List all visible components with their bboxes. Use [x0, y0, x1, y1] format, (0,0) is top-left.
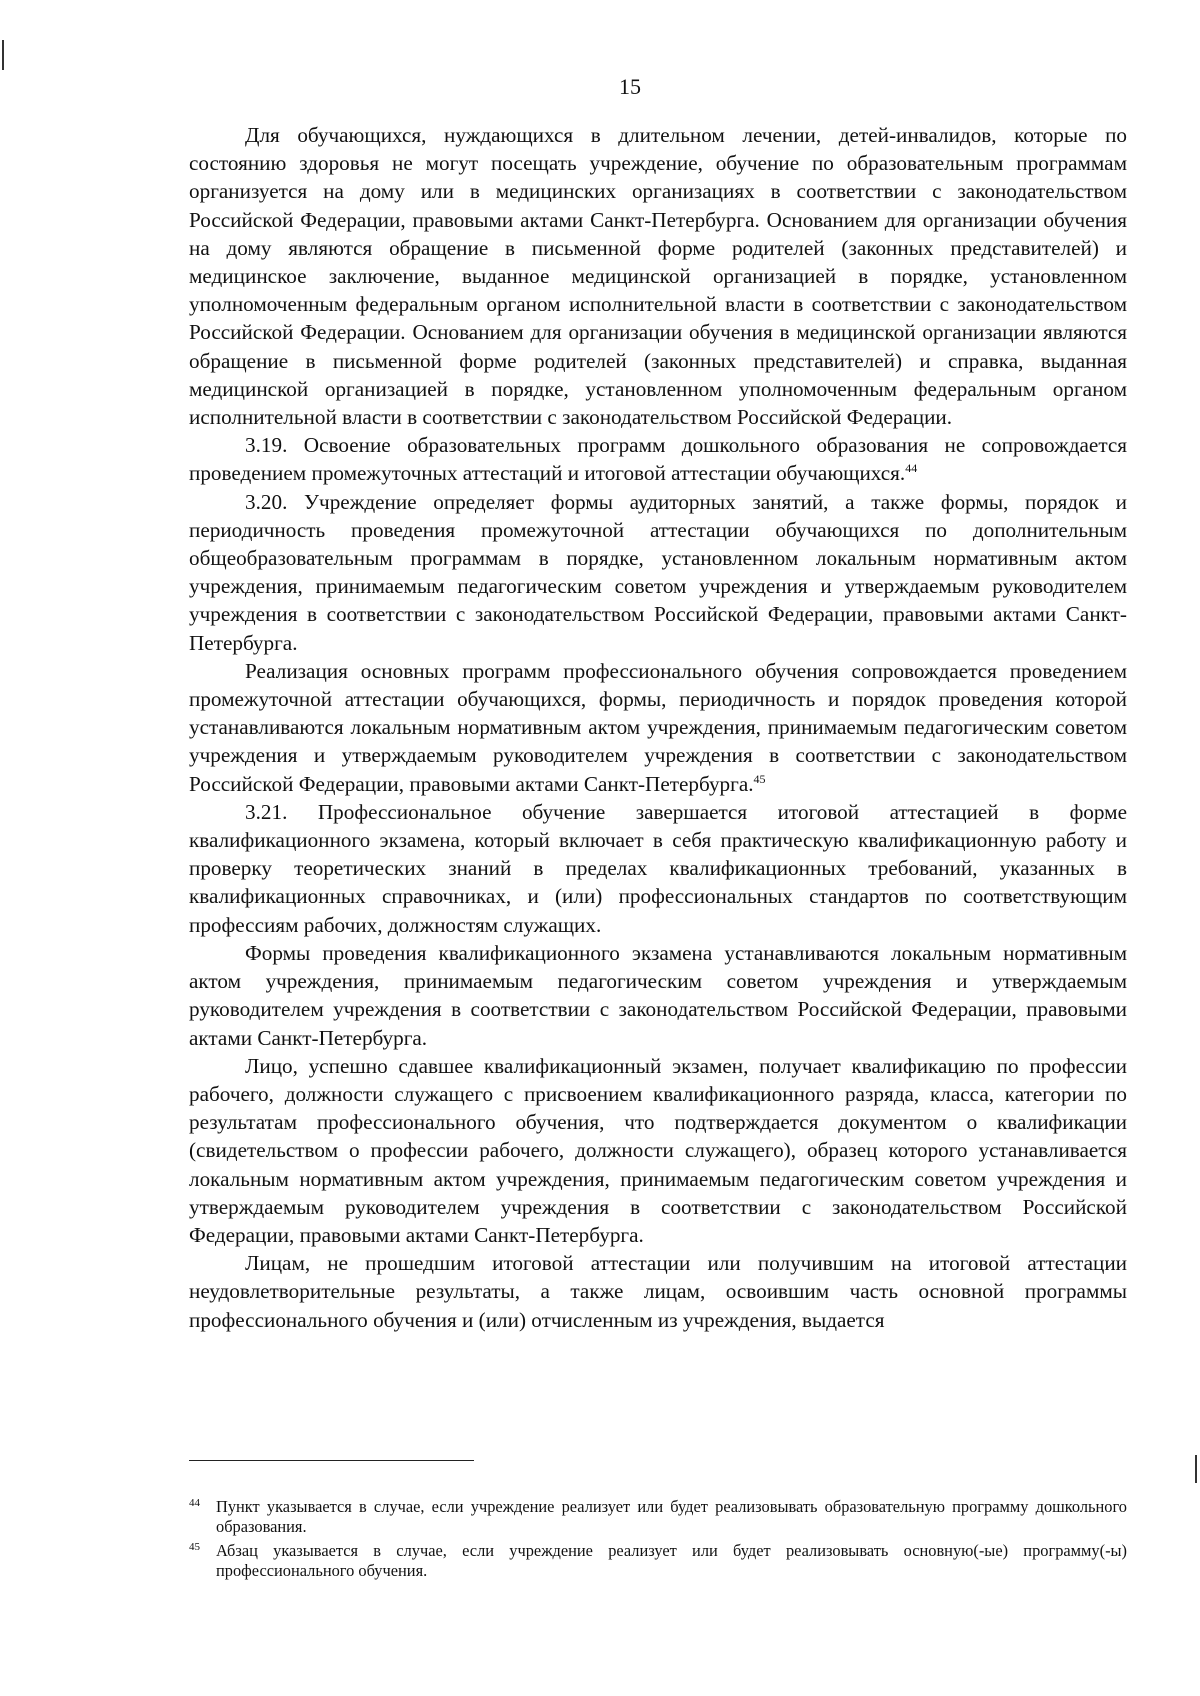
footnote-mark: 45 [189, 1541, 200, 1553]
footnote-45 [189, 1541, 1127, 1581]
page-number: 15 [619, 74, 641, 99]
paragraph-3-20: 3.20. Учреждение определяет формы аудиторных занятий, а также формы, порядок и периодичность проведения промежуточной аттестации обучающихся по дополнительным общеобразовательным программам в порядке, установленном локальным нормативным актом учреждения, принимаемым педагогическим советом учреждения и утверждаемым руководителем учреждения в соответствии с законодательством Российской Федерации, правовыми актами Санкт-Петербурга. [189, 489, 1127, 655]
footnote-ref-45: 45 [753, 771, 766, 786]
paragraph-3-19: 3.19. Освоение образовательных программ дошкольного образования не сопровождается проведением промежуточных аттестаций и итоговой аттестации обучающихся.$^{44}$ [189, 433, 1127, 486]
scan-edge-mark [1195, 1455, 1197, 1483]
document-body [189, 121, 1127, 1334]
footnote-44 [189, 1497, 1127, 1537]
footnote-text: Абзац указывается в случае, если учреждение реализует или будет реализовывать основную(-ые) программу(-ы) профессионального обучения. [216, 1541, 1127, 1580]
footnote-text: Пункт указывается в случае, если учреждение реализует или будет реализовывать образовательную программу дошкольного образования. [216, 1497, 1127, 1536]
paragraph: Для обучающихся, нуждающихся в длительном лечении, детей-инвалидов, которые по состоянию здоровья не могут посещать учреждение, обучение по образовательным программам организуется на дому или в медицинских организациях в соответствии с законодательством Российской Федерации, правовыми актами Санкт-Петербурга. Основанием для организации обучения на дому являются обращение в письменной форме родителей (законных представителей) и медицинское заключение, выданное медицинской организацией в порядке, установленном уполномоченным федеральным органом исполнительной власти в соответствии с законодательством Российской Федерации. Основанием для организации обучения в медицинской организации являются обращение в письменной форме родителей (законных представителей) и справка, выданная медицинской организацией в порядке, установленном уполномоченным федеральным органом исполнительной власти в соответствии с законодательством Российской Федерации. [189, 123, 1127, 430]
paragraph: Лицам, не прошедшим итоговой аттестации или получившим на итоговой аттестации неудовлетворительные результаты, а также лицам, освоившим часть основной программы профессионального обучения и (или) отчисленным из учреждения, выдается [189, 1251, 1127, 1332]
footnote-mark: 44 [189, 1497, 200, 1509]
footnotes [189, 1497, 1127, 1585]
paragraph-3-21: 3.21. Профессиональное обучение завершается итоговой аттестацией в форме квалификационного экзамена, который включает в себя практическую квалификационную работу и проверку теоретических знаний в пределах квалификационных требований, указанных в квалификационных справочниках, и (или) профессиональных стандартов по соответствующим профессиям рабочих, должностям служащих. [189, 799, 1127, 937]
paragraph: Реализация основных программ профессионального обучения сопровождается проведением промежуточной аттестации обучающихся, формы, периодичность и порядок проведения которой устанавливаются локальным нормативным актом учреждения, принимаемым педагогическим советом учреждения и утверждаемым руководителем учреждения в соответствии с законодательством Российской Федерации, правовыми актами Санкт-Петербурга.$^{45}$ [189, 658, 1127, 796]
paragraph: Формы проведения квалификационного экзамена устанавливаются локальным нормативным актом учреждения, принимаемым педагогическим советом учреждения и утверждаемым руководителем учреждения в соответствии с законодательством Российской Федерации, правовыми актами Санкт-Петербурга. [189, 940, 1127, 1050]
footnote-separator [189, 1460, 474, 1461]
paragraph: Лицо, успешно сдавшее квалификационный экзамен, получает квалификацию по профессии рабочего, должности служащего с присвоением квалификационного разряда, класса, категории по результатам профессионального обучения, что подтверждается документом о квалификации (свидетельством о профессии рабочего, должности служащего), образец которого устанавливается локальным нормативным актом учреждения, принимаемым педагогическим советом учреждения и утверждаемым руководителем учреждения в соответствии с законодательством Российской Федерации, правовыми актами Санкт-Петербурга. [189, 1053, 1127, 1247]
scan-edge-mark [2, 40, 4, 70]
footnote-ref-44: 44 [905, 461, 918, 476]
